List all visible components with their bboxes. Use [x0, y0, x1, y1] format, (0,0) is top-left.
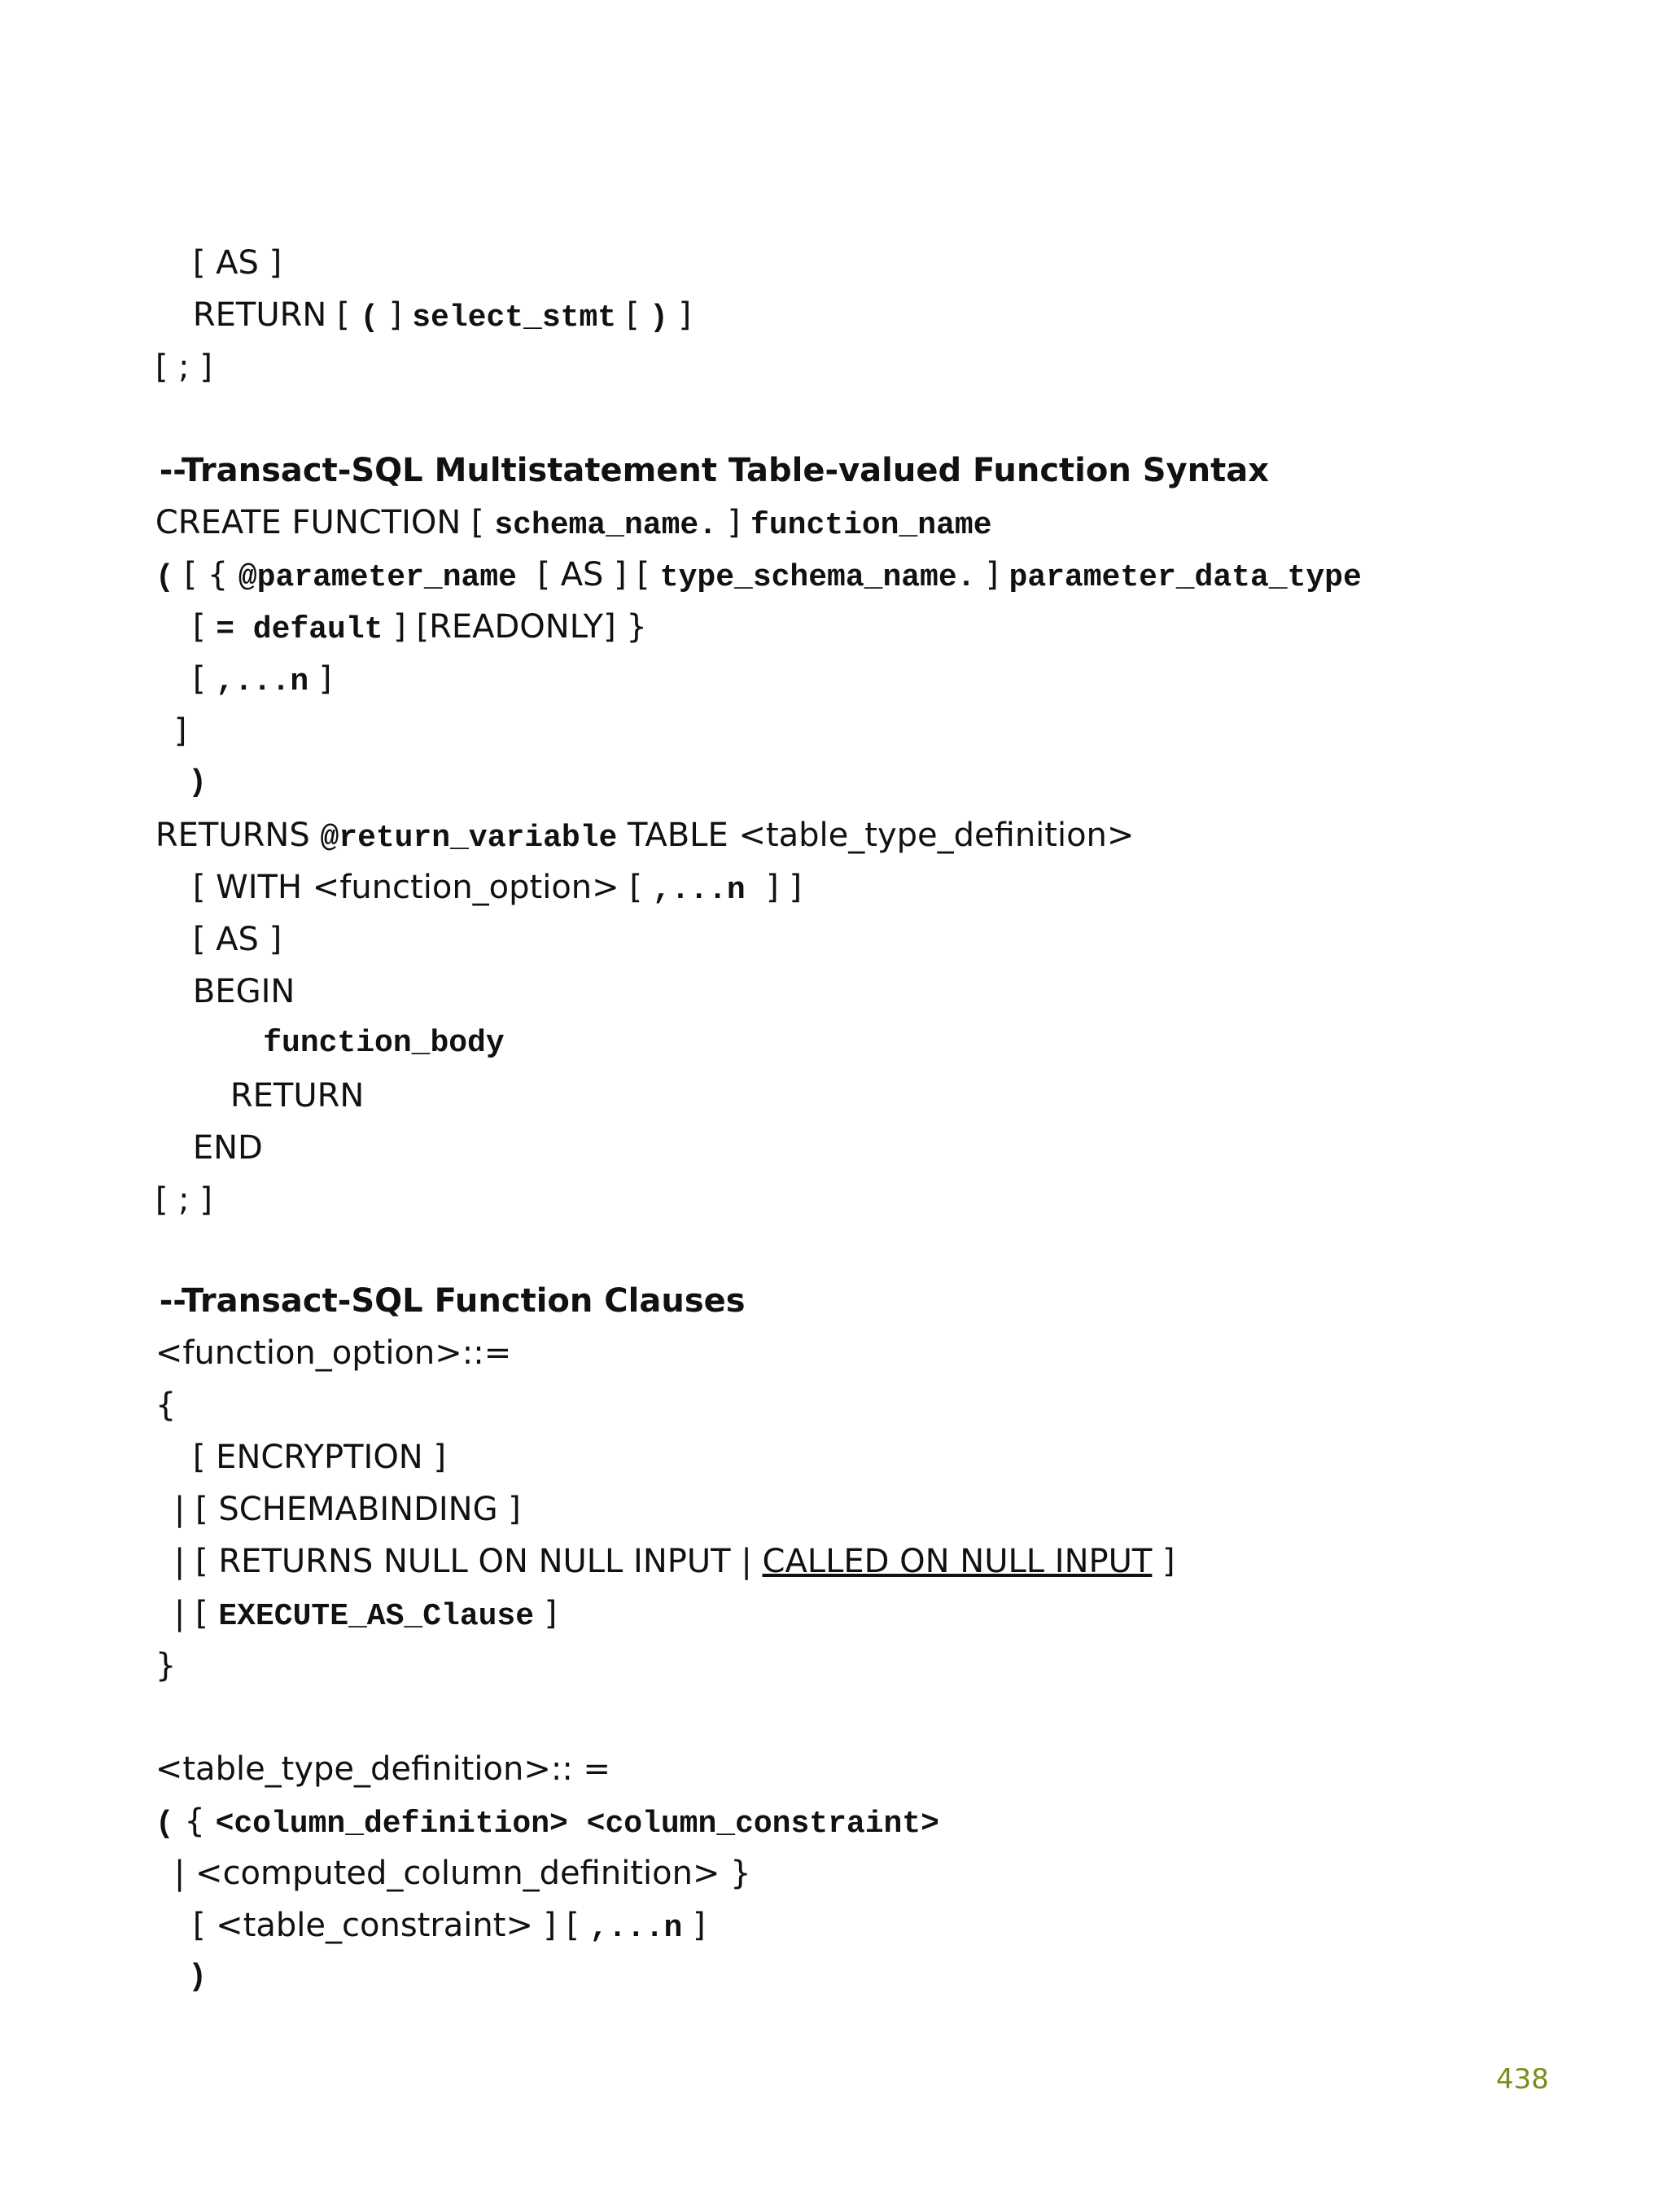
- code-line-return: RETURN: [230, 1077, 365, 1115]
- code-line-as: [ AS ]: [192, 244, 282, 282]
- code-line-encryption: [ ENCRYPTION ]: [192, 1439, 447, 1476]
- code-line-repeat-n: [ ,...n ]: [192, 660, 332, 699]
- code-line-return-select: RETURN [ ( ] select_stmt [ ) ]: [192, 296, 692, 335]
- code-line-end: END: [192, 1129, 263, 1167]
- section-heading-multistatement: --Transact-SQL Multistatement Table-valued Function Syntax: [159, 452, 1270, 489]
- page-number: 438: [1496, 2063, 1549, 2096]
- section-heading-function-clauses: --Transact-SQL Function Clauses: [159, 1282, 746, 1320]
- code-line-as-2: [ AS ]: [192, 921, 282, 958]
- code-line-computed-column: | <computed_column_definition> }: [173, 1855, 751, 1892]
- code-line-close-paren-2: ): [188, 1960, 208, 1995]
- code-line-close-paren: ): [188, 765, 208, 800]
- code-line-begin: BEGIN: [192, 973, 295, 1010]
- code-line-function-body: function_body: [263, 1026, 505, 1061]
- code-line-default-readonly: [ = default ] [READONLY] }: [192, 608, 647, 647]
- code-line-terminator-2: [ ; ]: [155, 1181, 212, 1219]
- code-line-table-type-def: <table_type_definition>:: =: [155, 1750, 611, 1788]
- code-line-null-input: | [ RETURNS NULL ON NULL INPUT | CALLED ON NULL INPUT ]: [173, 1543, 1175, 1580]
- code-line-function-option-def: <function_option>::=: [155, 1334, 512, 1372]
- code-line-terminator: [ ; ]: [155, 348, 212, 386]
- code-line-returns-table: RETURNS @return_variable TABLE <table_type_definition>: [155, 817, 1135, 856]
- code-line-parameter: ( [ { @parameter_name [ AS ] [ type_schema_name. ] parameter_data_type: [155, 556, 1362, 595]
- code-line-execute-as: | [ EXECUTE_AS_Clause ]: [173, 1595, 558, 1634]
- code-line-close-brace: }: [155, 1647, 177, 1684]
- code-line-open-brace: {: [155, 1386, 177, 1424]
- code-line-schemabinding: | [ SCHEMABINDING ]: [173, 1491, 521, 1528]
- code-line-with-option: [ WITH <function_option> [ ,...n ] ]: [192, 869, 803, 908]
- code-line-table-constraint: [ <table_constraint> ] [ ,...n ]: [192, 1907, 706, 1946]
- code-line-column-definition: ( { <column_definition> <column_constraint>: [155, 1802, 939, 1842]
- code-line-create-function: CREATE FUNCTION [ schema_name. ] function_name: [155, 504, 992, 543]
- code-line-close-bracket: ]: [173, 712, 187, 750]
